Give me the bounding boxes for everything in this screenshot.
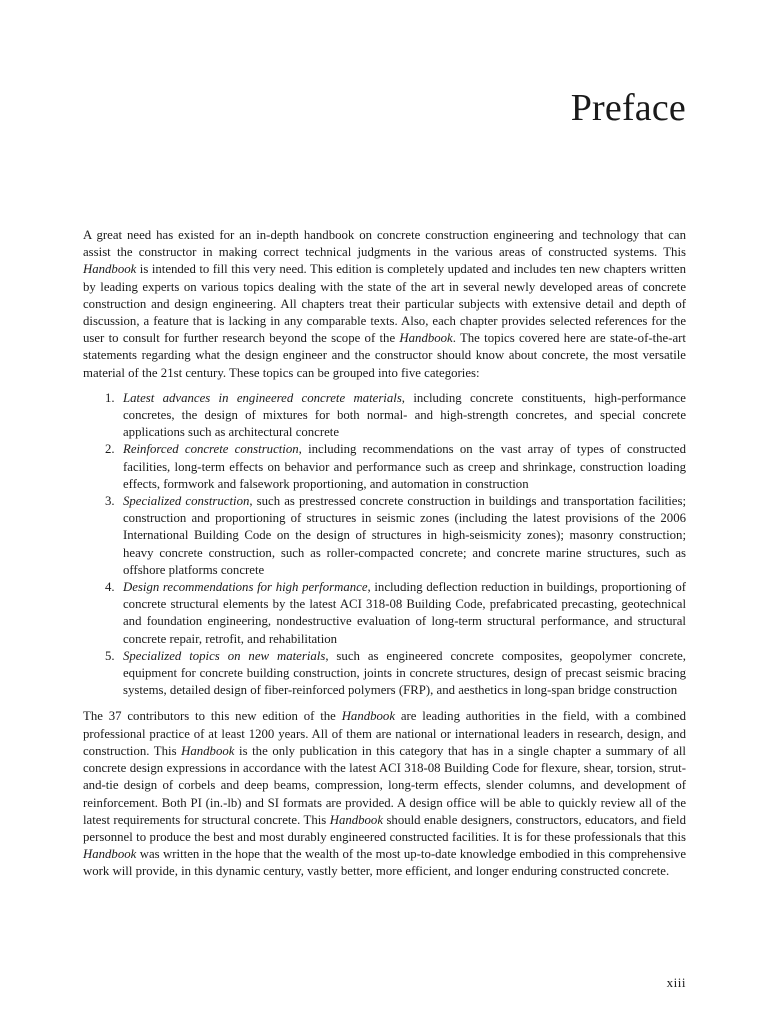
- category-list: [83, 390, 686, 700]
- list-item: [83, 579, 686, 648]
- list-item: [83, 648, 686, 700]
- list-number: 3.: [105, 494, 115, 509]
- category-title: Specialized topics on new materials: [123, 648, 326, 663]
- category-text: , including recommendations on the vast array of types of constructed facilities, long-term effects on behavior and performance such as creep and shrinkage, construction loading effects, formwork and falsework proportioning, and automation in construction: [123, 442, 686, 491]
- closing-paragraph: The 37 contributors to this new edition of the Handbook are leading authorities in the field, with a combined professional practice of at least 1200 years. All of them are national or international leaders in research, design, and construction. This Handbook is the only publication in this category that has in a single chapter a summary of all concrete design expressions in accordance with the latest ACI 318-08 Building Code for flexure, shear, torsion, strut-and-tie design of corbels and deep beams, compression, long-term effects, slender columns, and development of reinforcement. Both PI (in.-lb) and SI formats are provided. A design office will be able to quickly review all of the latest requirements for structural concrete. This Handbook should enable designers, constructors, educators, and field personnel to produce the best and most durably engineered constructed facilities. It is for these professionals that this Handbook was written in the hope that the wealth of the most up-to-date knowledge embodied in this comprehensive work will provide, in this dynamic century, vastly better, more efficient, and longer enduring constructed concrete.: [83, 709, 686, 879]
- category-title: Reinforced concrete construction: [123, 442, 299, 457]
- category-text: , such as prestressed concrete construction in buildings and transportation facilities; construction and proportioning of structures in seismic zones (including the latest provisions of the 2006 International Building Code on the design of structures in high-seismicity zones); masonry construction; heavy concrete construction, such as roller-compacted concrete; and concrete marine structures, such as offshore platforms concrete: [123, 494, 686, 577]
- list-item: [83, 441, 686, 493]
- list-number: 1.: [105, 390, 115, 405]
- list-number: 4.: [105, 580, 115, 595]
- category-title: Design recommendations for high performance: [123, 580, 368, 595]
- list-item: [83, 493, 686, 579]
- category-text: , such as engineered concrete composites, geopolymer concrete, equipment for concrete building construction, joints in concrete structures, design of precast seismic bracing systems, detailed design of fiber-reinforced polymers (FRP), and aesthetics in long-span bridge construction: [123, 648, 687, 698]
- list-number: 5.: [105, 648, 115, 663]
- list-item: [83, 390, 686, 442]
- page-number: xiii: [666, 975, 686, 990]
- category-title: Latest advances in engineered concrete materials: [123, 390, 402, 405]
- intro-paragraph: A great need has existed for an in-depth handbook on concrete construction engineering and technology that can assist the constructor in making correct technical judgments in the various areas of constructed systems. This Handbook is intended to fill this very need. This edition is completely updated and includes ten new chapters written by leading experts on various topics dealing with the state of the art in several newly developed areas of concrete construction and design engineering. All chapters treat their particular subjects with extensive detail and depth of discussion, a feature that is lacking in any comparable texts. Also, each chapter provides selected references for the user to consult for further research beyond the scope of the Handbook. The topics covered here are state-of-the-art statements regarding what the design engineer and the constructor should know about concrete, the most versatile material of the 21st century. These topics can be grouped into five categories:: [83, 228, 686, 380]
- category-text: , including concrete constituents, high-performance concretes, the design of mixtures for both normal- and high-strength concretes, and special concrete applications such as architectural concrete: [123, 390, 686, 440]
- category-text: , including deflection reduction in buildings, proportioning of concrete structural elements by the latest ACI 318-08 Building Code, prefabricated precasting, geotechnical and foundation engineering, nondestructive evaluation of long-term structural performance, and structural concrete repair, retrofit, and rehabilitation: [123, 580, 686, 646]
- page-title: Preface: [570, 87, 686, 129]
- list-number: 2.: [105, 442, 115, 457]
- preface-body: [83, 227, 686, 881]
- category-title: Specialized construction: [123, 494, 250, 509]
